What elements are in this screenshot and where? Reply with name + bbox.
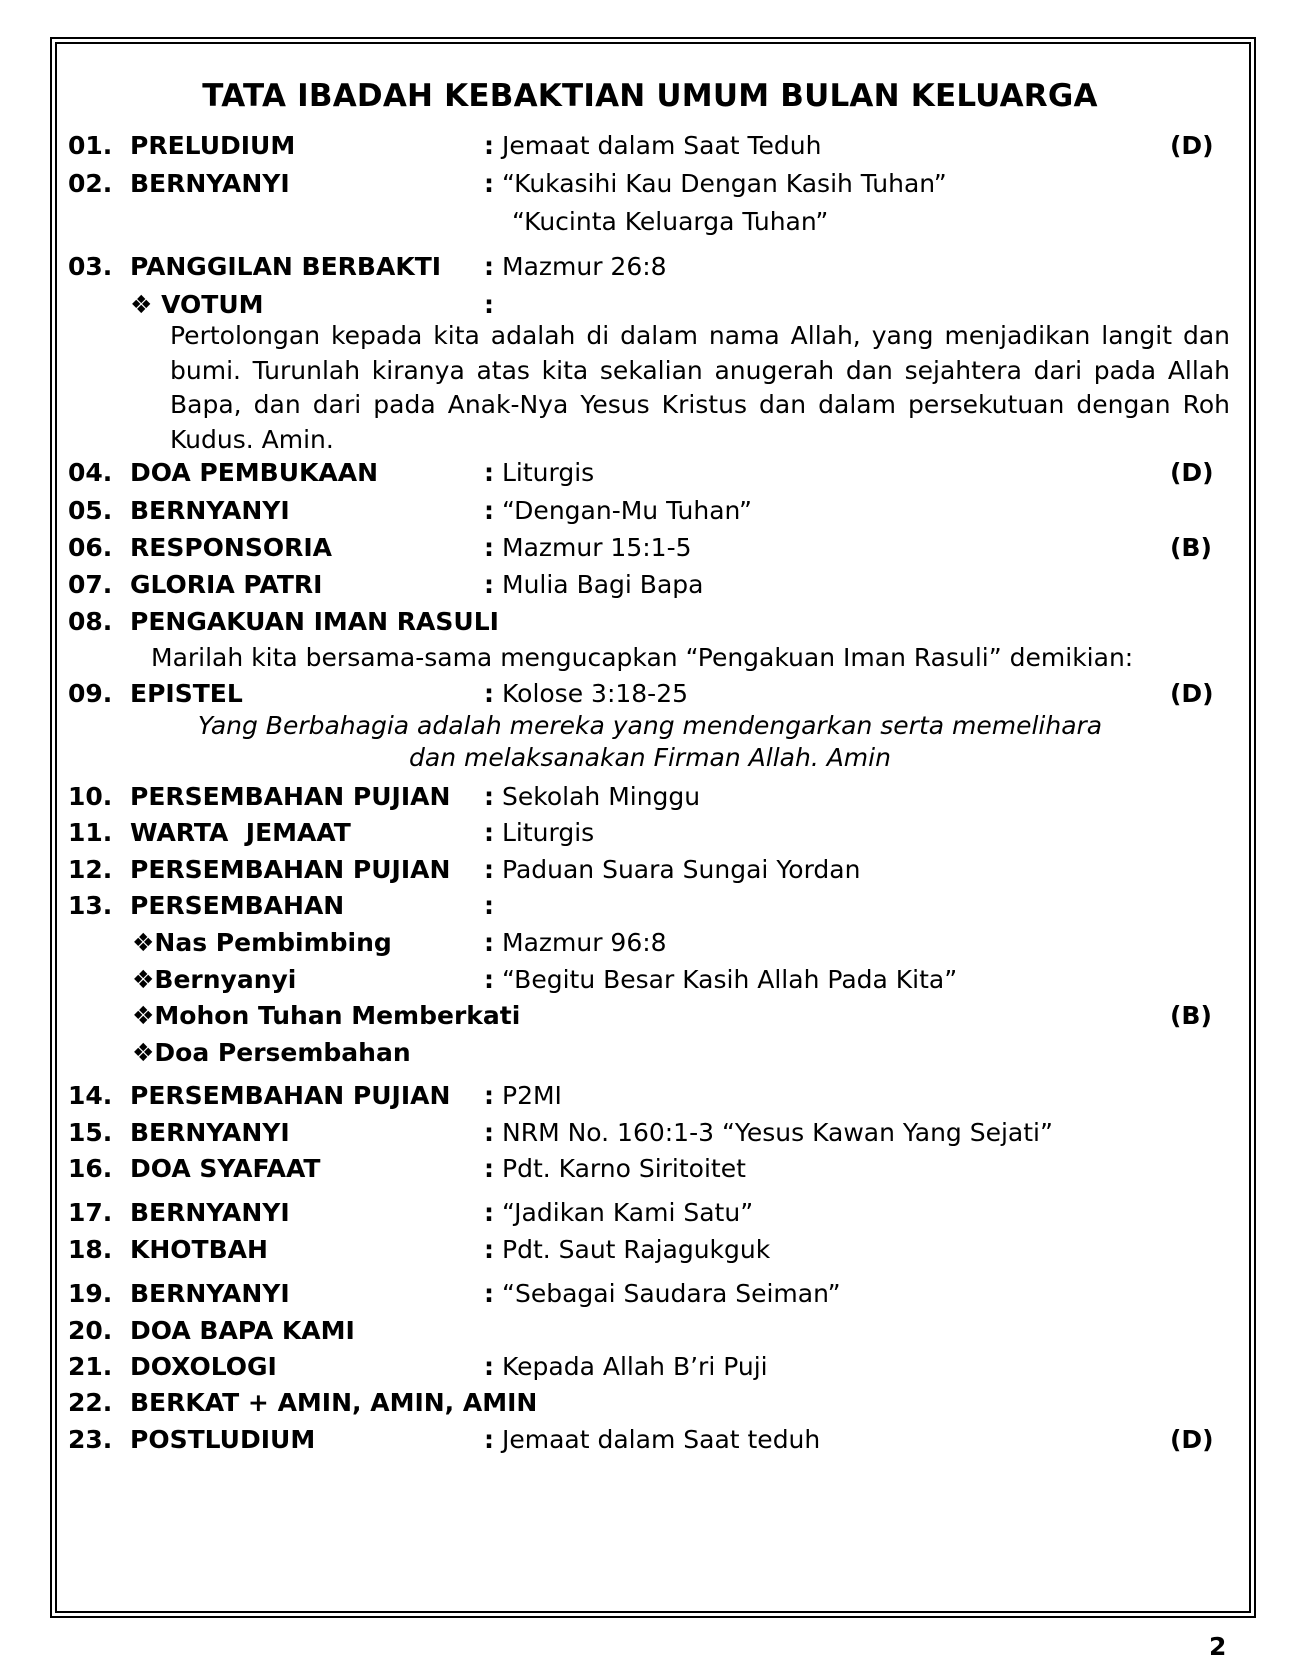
list-item [0,818,1300,856]
item-number: 23. [68,1425,113,1454]
votum-label: ❖ VOTUM [130,290,264,319]
item-colon: : [484,1081,494,1110]
item-number: 16. [68,1154,113,1183]
item-colon: : [484,169,494,198]
page-title: TATA IBADAH KEBAKTIAN UMUM BULAN KELUARGA [202,78,1098,114]
list-item [0,1118,1300,1156]
item-value: Pdt. Karno Siritoitet [502,1154,746,1183]
item-value: Kolose 3:18-25 [502,679,689,708]
item-colon: : [484,1425,494,1454]
item-colon: : [484,1279,494,1308]
item-value: Kepada Allah B’ri Puji [502,1352,768,1381]
item-value: Jemaat dalam Saat teduh [502,1425,821,1454]
item-number: 21. [68,1352,113,1381]
item-value: “Dengan-Mu Tuhan” [502,496,752,525]
epistel-response-line-2: dan melaksanakan Firman Allah. Amin [409,743,891,772]
item-number: 05. [68,496,113,525]
item-number: 12. [68,855,113,884]
pengakuan-intro: Marilah kita bersama-sama mengucapkan “Pengakuan Iman Rasuli” demikian: [151,643,1134,672]
list-item [0,891,1300,929]
sub-item [0,928,1300,966]
item-label: PERSEMBAHAN [130,891,345,920]
list-item-continuation [0,207,1300,245]
item-value: Sekolah Minggu [502,782,701,811]
item-label: DOA PEMBUKAAN [130,458,379,487]
item-label: WARTA JEMAAT [130,818,351,847]
item-mark: (D) [1170,1425,1214,1454]
item-label: BERNYANYI [130,169,290,198]
item-number: 10. [68,782,113,811]
item-colon: : [484,891,494,920]
list-item [0,1081,1300,1119]
item-label: BERKAT + AMIN, AMIN, AMIN [130,1388,538,1417]
item-number: 13. [68,891,113,920]
pengakuan-intro-row [0,643,1300,681]
item-number: 15. [68,1118,113,1147]
item-label: BERNYANYI [130,1279,290,1308]
item-number: 22. [68,1388,113,1417]
item-value: NRM No. 160:1-3 “Yesus Kawan Yang Sejati” [502,1118,1053,1147]
list-item [0,1388,1300,1426]
item-label: BERNYANYI [130,1118,290,1147]
list-item [0,533,1300,571]
item-colon: : [484,782,494,811]
list-item [0,1279,1300,1317]
item-colon: : [484,679,494,708]
sub-item-label: ❖Bernyanyi [132,965,297,994]
item-number: 19. [68,1279,113,1308]
item-mark: (D) [1170,458,1214,487]
item-label: DOA BAPA KAMI [130,1316,355,1345]
item-number: 02. [68,169,113,198]
item-colon: : [484,1352,494,1381]
votum-text: Pertolongan kepada kita adalah di dalam nama Allah, yang menjadikan langit dan bumi. Turunlah kiranya atas kita sekalian anugerah dan sejahtera dari pada Allah Bapa, dan dari pada Anak-Nya Yesus Kristus dan dalam persekutuan dengan Roh Kudus. Amin. [170,321,1230,454]
item-number: 04. [68,458,113,487]
item-label: KHOTBAH [130,1235,268,1264]
item-number: 09. [68,679,113,708]
item-label: DOXOLOGI [130,1352,277,1381]
list-item [0,252,1300,290]
sub-item-mark: (B) [1170,1001,1212,1030]
item-label: RESPONSORIA [130,533,332,562]
sub-item-value: “Begitu Besar Kasih Allah Pada Kita” [502,965,958,994]
list-item [0,607,1300,645]
item-value: Jemaat dalam Saat Teduh [502,131,822,160]
item-label: PRELUDIUM [130,131,296,160]
item-value: “Sebagai Saudara Seiman” [502,1279,841,1308]
item-label: PENGAKUAN IMAN RASULI [130,607,499,636]
item-value: Mazmur 15:1-5 [502,533,692,562]
list-item [0,570,1300,608]
item-value-second-line: “Kucinta Keluarga Tuhan” [512,207,829,236]
item-label: POSTLUDIUM [130,1425,316,1454]
item-colon: : [484,1198,494,1227]
item-number: 03. [68,252,113,281]
item-colon: : [484,1235,494,1264]
sub-item [0,1038,1300,1076]
item-label: BERNYANYI [130,496,290,525]
item-label: PANGGILAN BERBAKTI [130,252,442,281]
list-item [0,496,1300,534]
item-number: 20. [68,1316,113,1345]
item-number: 14. [68,1081,113,1110]
item-label: DOA SYAFAAT [130,1154,321,1183]
list-item [0,1154,1300,1192]
item-colon: : [484,570,494,599]
sub-item-label: ❖Mohon Tuhan Memberkati [132,1001,521,1030]
item-value: Pdt. Saut Rajagukguk [502,1235,771,1264]
item-value: “Kukasihi Kau Dengan Kasih Tuhan” [502,169,947,198]
list-item [0,855,1300,893]
page-number: 2 [1209,1632,1227,1661]
list-item [0,1235,1300,1273]
sub-item-colon: : [484,928,494,957]
list-item [0,458,1300,496]
list-item [0,1352,1300,1390]
item-label: EPISTEL [130,679,243,708]
item-value: “Jadikan Kami Satu” [502,1198,754,1227]
item-colon: : [484,1154,494,1183]
item-mark: (D) [1170,679,1214,708]
item-number: 06. [68,533,113,562]
list-item [0,782,1300,820]
item-number: 08. [68,607,113,636]
item-label: PERSEMBAHAN PUJIAN [130,855,451,884]
item-colon: : [484,1118,494,1147]
list-item [0,1198,1300,1236]
list-item [0,131,1300,169]
item-colon: : [484,252,494,281]
item-colon: : [484,458,494,487]
item-number: 07. [68,570,113,599]
list-item [0,169,1300,207]
item-colon: : [484,855,494,884]
votum-colon: : [484,290,494,319]
item-colon: : [484,131,494,160]
sub-item-label: ❖Nas Pembimbing [132,928,392,957]
item-label: PERSEMBAHAN PUJIAN [130,1081,451,1110]
item-colon: : [484,533,494,562]
item-value: Liturgis [502,818,595,847]
item-number: 11. [68,818,113,847]
item-value: Liturgis [502,458,595,487]
item-value: Mazmur 26:8 [502,252,667,281]
item-value: Mulia Bagi Bapa [502,570,704,599]
sub-item-colon: : [484,965,494,994]
item-number: 18. [68,1235,113,1264]
item-number: 17. [68,1198,113,1227]
item-colon: : [484,818,494,847]
item-label: BERNYANYI [130,1198,290,1227]
item-label: GLORIA PATRI [130,570,323,599]
sub-item [0,1001,1300,1039]
sub-item-label: ❖Doa Persembahan [132,1038,411,1067]
item-value: Paduan Suara Sungai Yordan [502,855,861,884]
sub-item [0,965,1300,1003]
list-item [0,1316,1300,1354]
item-mark: (B) [1170,533,1212,562]
item-label: PERSEMBAHAN PUJIAN [130,782,451,811]
list-item [0,1425,1300,1463]
item-number: 01. [68,131,113,160]
item-value: P2MI [502,1081,562,1110]
epistel-response-line-1: Yang Berbahagia adalah mereka yang mendengarkan serta memelihara [197,711,1103,740]
sub-item-value: Mazmur 96:8 [502,928,667,957]
item-mark: (D) [1170,131,1214,160]
item-colon: : [484,496,494,525]
